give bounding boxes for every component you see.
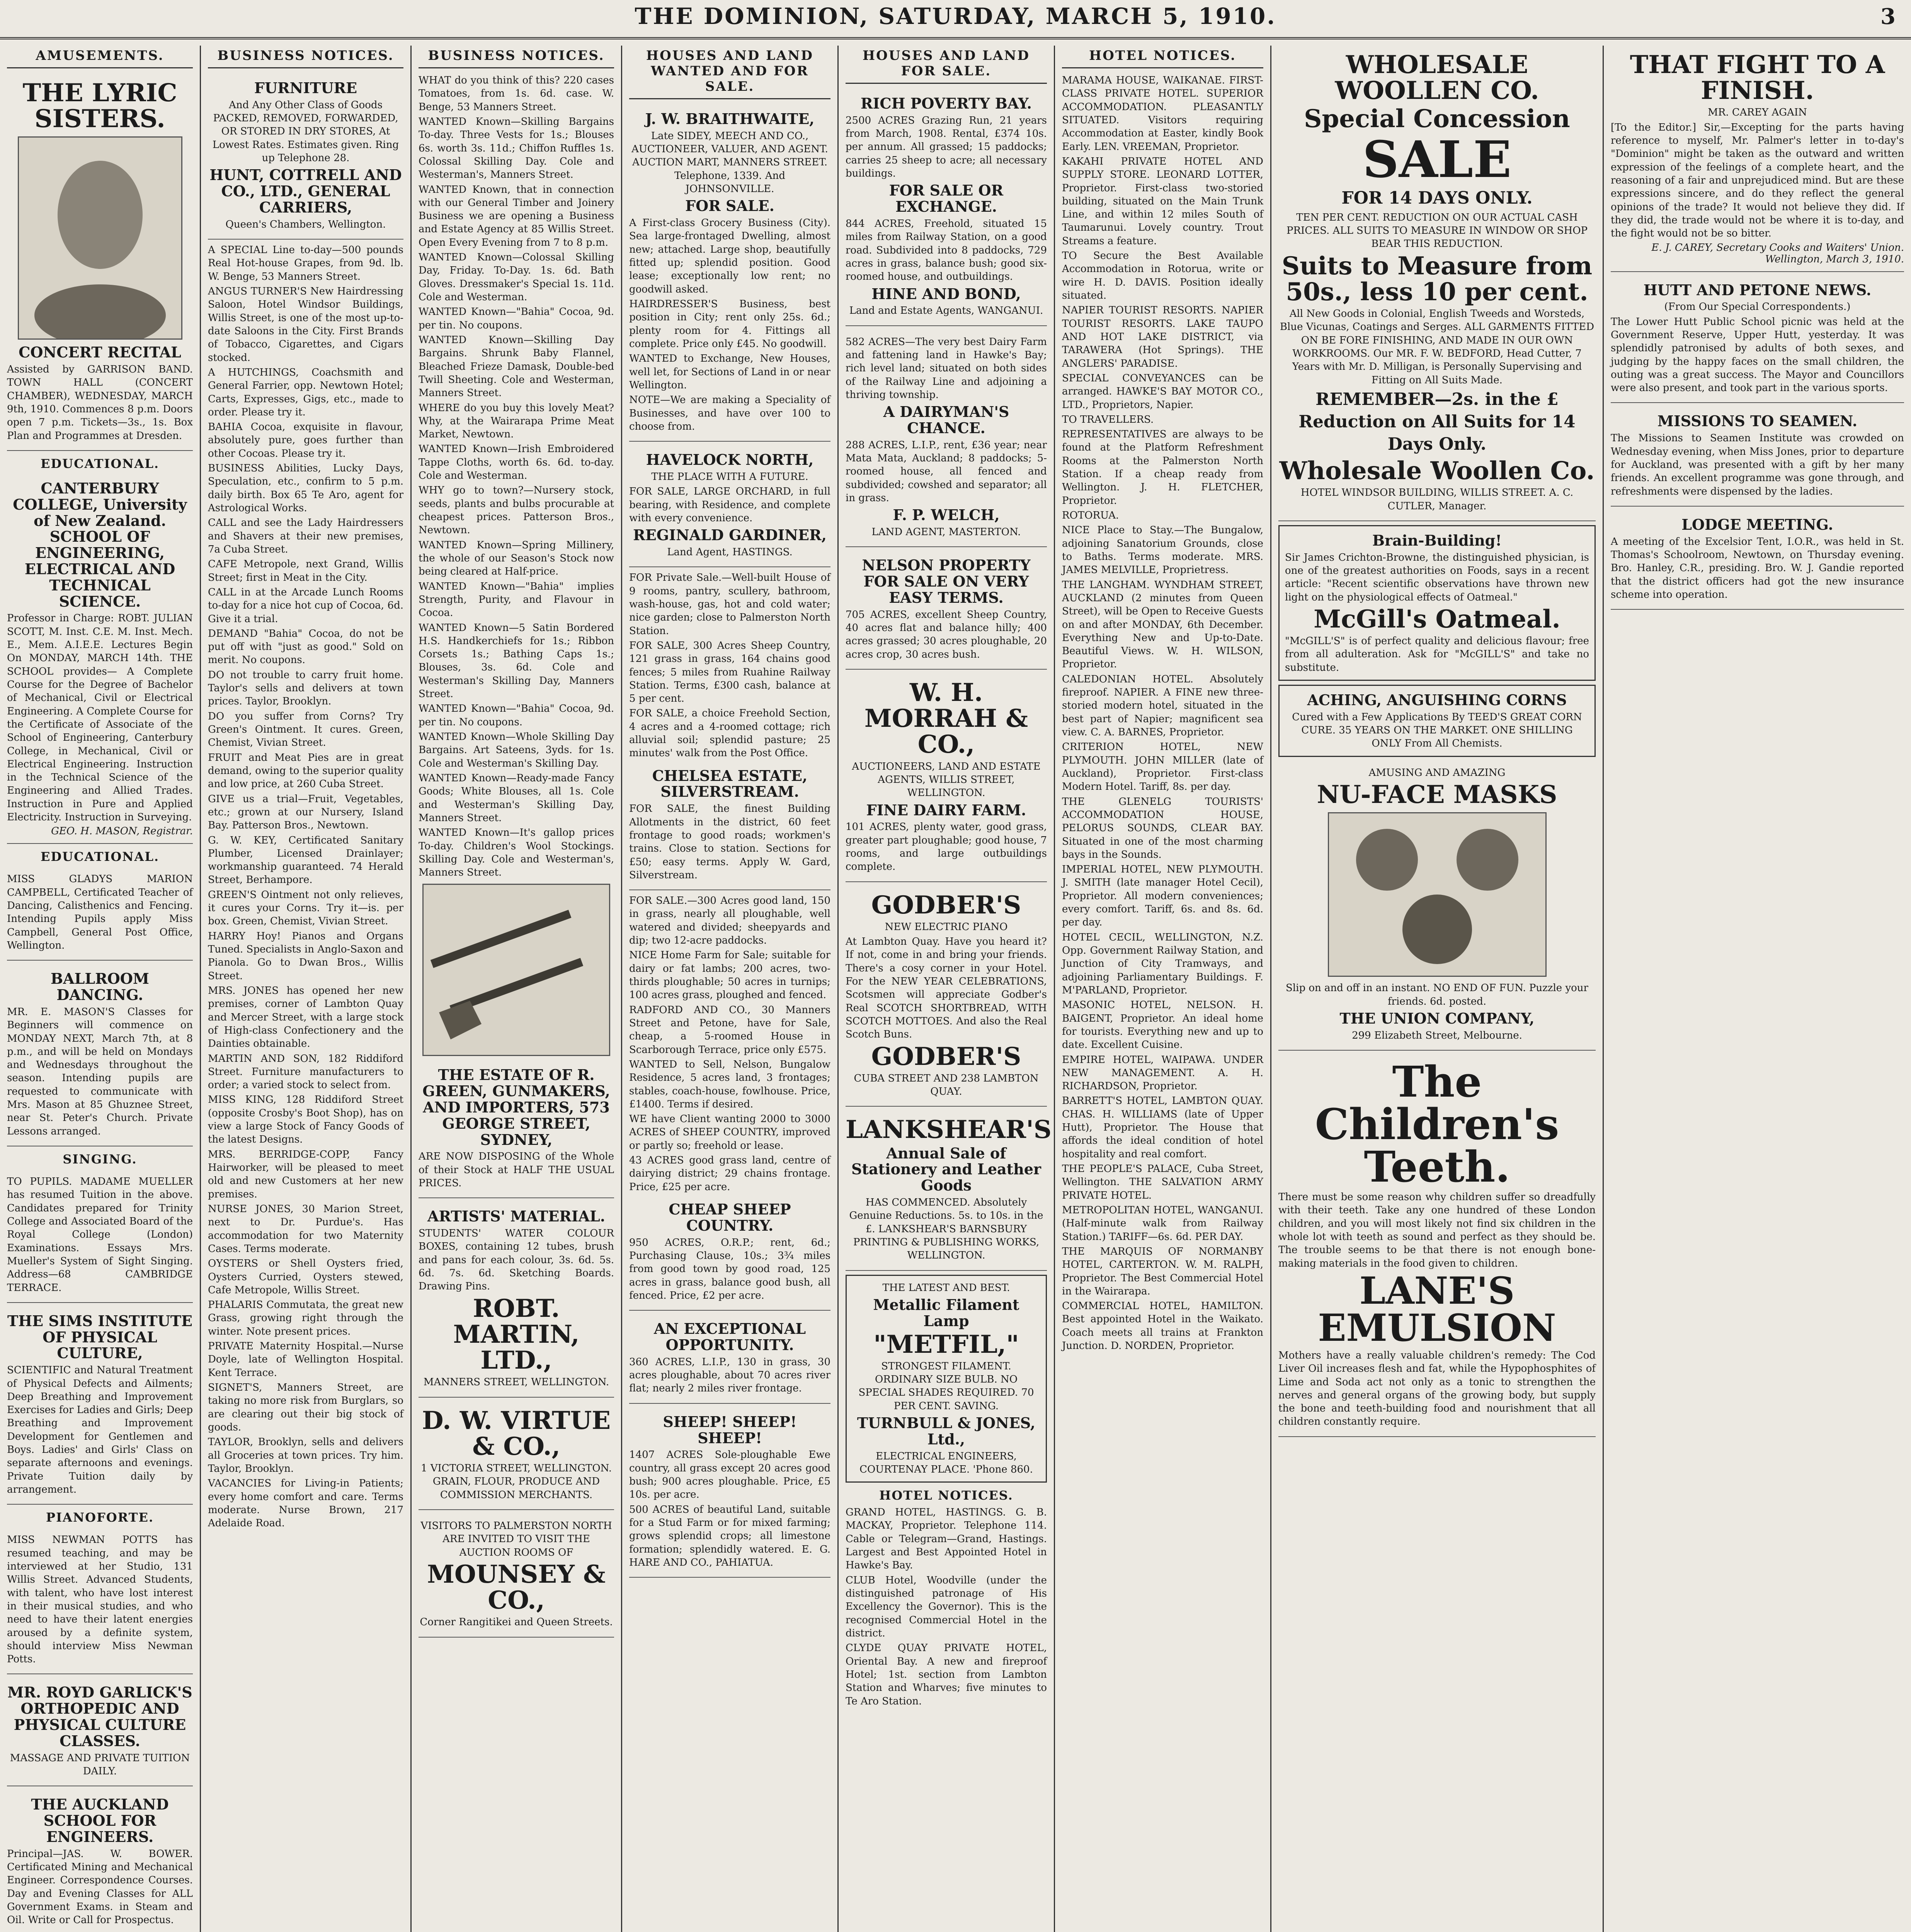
notice: WANTED Known—Ready-made Fancy Goods; White Blouses, all 1s. Cole and Westerman's Skilling Day, Manners Street. bbox=[419, 772, 614, 824]
sheep-title: SHEEP! SHEEP! SHEEP! bbox=[663, 1413, 797, 1447]
chance-title: A DAIRYMAN'S CHANCE. bbox=[883, 403, 1009, 437]
lamp-sub: Metallic Filament Lamp bbox=[873, 1296, 1019, 1330]
turnbull-title: TURNBULL & JONES, Ltd., bbox=[857, 1414, 1036, 1448]
ballroom-ad bbox=[7, 964, 193, 1146]
hotel-notice: MARAMA HOUSE, WAIKANAE. FIRST-CLASS PRIVATE HOTEL. SUPERIOR ACCOMMODATION. PLEASANTLY SITUATED. Visitors requiring Accommodation at Easter, kindly Book Early. LEN. VREEMAN, Proprietor. bbox=[1062, 75, 1263, 153]
hine-title: HINE AND BOND, bbox=[871, 285, 1021, 303]
notice: DEMAND "Bahia" Cocoa, do not be put off with "just as good." Sold on merit. No coupons. bbox=[208, 628, 403, 666]
canterbury-college-ad bbox=[7, 474, 193, 844]
garlick-title: MR. ROYD GARLICK'S ORTHOPEDIC AND PHYSICAL CULTURE CLASSES. bbox=[7, 1684, 192, 1750]
missions-article bbox=[1611, 407, 1904, 506]
hunt-title: HUNT, COTTRELL AND CO., LTD., GENERAL CARRIERS, bbox=[209, 166, 402, 216]
campbell-ad bbox=[7, 867, 193, 961]
hotel-notice: THE LANGHAM. WYNDHAM STREET, AUCKLAND (2 minutes from Queen Street), will be Open to Receive Guests on and after MONDAY, 6th December. Everything New and Up-to-Date. Beautiful Views. W. H. WILSON, Proprietor. bbox=[1062, 579, 1263, 670]
hotel-notice: HOTEL CECIL, WELLINGTON, N.Z. Opp. Government Railway Station, and Junction of City Tramways, and adjoining Parliamentary Buildings. F. M'PARLAND, Proprietor. bbox=[1062, 931, 1263, 996]
lamp-title: THE LATEST AND BEST. bbox=[882, 1282, 1010, 1294]
masks-text: Slip on and off in an instant. NO END OF FUN. Puzzle your friends. 6d. posted. bbox=[1286, 982, 1588, 1007]
notice: WANTED Known—Skilling Day Bargains. Shrunk Baby Flannel, Bleached Frieze Damask, Double-bed Twill Sheeting. Cole and Westerman, Manners Street. bbox=[419, 334, 614, 399]
physical-text: SCIENTIFIC and Natural Treatment of Physical Defects and Ailments; Deep Breathing and Improvement Exercises for Ladies and Girls; Deep Breathing and Improvement Development for Gentlemen and Boys. Ladies' and Girls' Class on separate afternoons and evenings. Private Tuition daily by arrangement. bbox=[7, 1364, 193, 1496]
masks-title: NU-FACE MASKS bbox=[1317, 780, 1557, 810]
business-notices-list bbox=[208, 243, 403, 1530]
union-text: 299 Elizabeth Street, Melbourne. bbox=[1352, 1029, 1522, 1041]
notice: DO not trouble to carry fruit home. Taylor's sells and delivers at town prices. Taylor, Brooklyn. bbox=[208, 669, 403, 707]
hotel-notice: CALEDONIAN HOTEL. Absolutely fireproof. NAPIER. A FINE new three-storied modern hotel, situated in the best part of Napier; magnificent sea view. C. A. BARNES, Proprietor. bbox=[1062, 673, 1263, 738]
wholesale-title: Wholesale Woollen Co. bbox=[1279, 456, 1595, 486]
sale-listings bbox=[629, 571, 830, 760]
notice: WANTED Known—Colossal Skilling Day, Friday. To-Day. 1s. 6d. Bath Gloves. Dressmaker's Special 1s. 11d. Cole and Westerman. bbox=[419, 252, 614, 303]
notice: WANTED Known—It's gallop prices To-day. Children's Wool Stockings. Skilling Day. Cole and Westerman's, Manners Street. bbox=[419, 827, 614, 879]
notice: GIVE us a trial—Fruit, Vegetables, etc.; grown at our Nursery, Island Bay. Patterson Bros., Newtown. bbox=[208, 793, 403, 832]
hutt-text: The Lower Hutt Public School picnic was held at the Government Reserve, Upper Hutt, yesterday. It was splendidly patronised by adults of both sexes, and judging by the happy faces on the small children, the outing was a great success. The Mayor and Councillors were also present, and took part in the various sports. bbox=[1611, 316, 1904, 394]
crossley-text: 500 ACRES of beautiful Land, suitable for a Stud Farm or for mixed farming; grows splendid crops; all limestone formation; splendidly watered. E. G. HARE AND CO., PAHIATUA. bbox=[629, 1503, 830, 1568]
auckland-text: Principal—JAS. W. BOWER. Certificated Mining and Mechanical Engineer. Correspondence Courses. Day and Evening Classes for ALL Government Exams. in Steam and Oil. Write or Call for Prospectus. bbox=[7, 1848, 193, 1926]
havelock-title: HAVELOCK NORTH, bbox=[646, 451, 814, 469]
virtue-ad bbox=[419, 1401, 614, 1510]
business-notices-list bbox=[419, 74, 614, 879]
rifle-icon bbox=[424, 885, 609, 1055]
union-title: THE UNION COMPANY, bbox=[1339, 1009, 1535, 1027]
listing: A First-class Grocery Business (City). Sea large-frontaged Dwelling, almost new; attached. Large shop, beautifully fitted up; splendid position. Good lease; exceptionally low rent; no goodwill asked. bbox=[629, 217, 830, 295]
artists-title: ARTISTS' MATERIAL. bbox=[427, 1208, 605, 1225]
hotel-notice: METROPOLITAN HOTEL, WANGANUI. (Half-minute walk from Railway Station.) TARIFF—6s. 6d. PER DAY. bbox=[1062, 1204, 1263, 1243]
physical-culture-ad bbox=[7, 1307, 193, 1505]
masthead-title: THE DOMINION, SATURDAY, MARCH 5, 1910. bbox=[635, 3, 1276, 29]
chelsea-text: FOR SALE, the finest Building Allotments in the district, 60 feet frontage to good roads; workmen's trains. Close to station. Sections for £50; easy terms. Apply W. Gard, Silverstream. bbox=[629, 803, 830, 881]
notice: DO you suffer from Corns? Try Green's Ointment. It cures. Green, Chemist, Vivian Street. bbox=[208, 710, 403, 749]
notice: WHERE do you buy this lovely Meat? Why, at the Wairarapa Prime Meat Market, Newtown. bbox=[419, 402, 614, 440]
havelock-text: FOR SALE, LARGE ORCHARD, in full bearing, with Residence, and complete with every convenience. bbox=[629, 486, 830, 524]
notice: TAYLOR, Brooklyn, sells and delivers all Groceries at town prices. Try him. Taylor, Brooklyn. bbox=[208, 1436, 403, 1475]
poverty-text: 2500 ACRES Grazing Run, 21 years from March, 1908. Rental, £374 10s. per annum. All grassed; 15 paddocks; carries 25 sheep to acre; all necessary buildings. bbox=[846, 114, 1047, 180]
hotel-notice: NICE Place to Stay.—The Bungalow, adjoining Sanatorium Grounds, close to Baths. Terms moderate. MRS. JAMES MELVILLE, Proprietress. bbox=[1062, 524, 1263, 576]
auction-title: THE ESTATE OF R. GREEN, GUNMAKERS, AND IMPORTERS, 573 GEORGE STREET, SYDNEY, bbox=[422, 1066, 610, 1148]
educational-header-2: EDUCATIONAL. bbox=[41, 849, 159, 864]
furniture-title: FURNITURE bbox=[254, 79, 357, 97]
hotel-notices-list bbox=[846, 1506, 1047, 1708]
notice: NURSE JONES, 30 Marion Street, next to Dr. Purdue's. Has accommodation for two Maternity Cases. Terms moderate. bbox=[208, 1203, 403, 1255]
notice: FRUIT and Meat Pies are in great demand, owing to the superior quality and low price, at 260 Cuba Street. bbox=[208, 752, 403, 790]
sale-text: TEN PER CENT. REDUCTION ON OUR ACTUAL CASH PRICES. ALL SUITS TO MEASURE IN WINDOW OR SHOP BEAR THIS REDUCTION. bbox=[1286, 211, 1588, 250]
notice: MRS. BERRIDGE-COPP, Fancy Hairworker, will be pleased to meet old and new Customers at her new premises. bbox=[208, 1148, 403, 1200]
hotel-notice: SPECIAL CONVEYANCES can be arranged. HAWKE'S BAY MOTOR CO., LTD., Proprietors, Napier. bbox=[1062, 372, 1263, 411]
corns-title: ACHING, ANGUISHING CORNS bbox=[1307, 691, 1567, 709]
gardiner-title: REGINALD GARDINER, bbox=[633, 526, 827, 544]
hine-text: Land and Estate Agents, WANGANUI. bbox=[849, 305, 1043, 317]
poverty-bay-ad bbox=[846, 89, 1047, 326]
fight-text: [To the Editor.] Sir,—Excepting for the parts having reference to myself, Mr. Palmer's letter in to-day's "Dominion" might be taken as the outward and written expression of the feelings of a complete heart, and the reasoning of a fair and unprejudiced mind. But are these expressions sincere, and do they reflect the general opinions of the trade? It would not believe they did. If they did, the trade would not be where it is to-day, and the fight would not be so bitter. bbox=[1611, 121, 1904, 240]
college-signature: GEO. H. MASON, Registrar. bbox=[51, 825, 193, 837]
hotel-notice: BARRETT'S HOTEL, LAMBTON QUAY. CHAS. H. WILLIAMS (late of Upper Hutt), Proprietor. The House that affords the ideal condition of hotel hospitality and real comfort. bbox=[1062, 1095, 1263, 1160]
lodge-text: A meeting of the Excelsior Tent, I.O.R., was held in St. Thomas's Schoolroom, Newtown, on Thursday evening. Bro. Hanley, C.R., presiding. Bro. W. J. Gandie reported that the district officers had got the new insurance scheme into operation. bbox=[1611, 536, 1904, 600]
hotel-notice: IMPERIAL HOTEL, NEW PLYMOUTH. J. SMITH (late manager Hotel Cecil), Proprietor. All modern conveniences; every comfort. Tariff, 6s. and 8s. 6d. per day. bbox=[1062, 864, 1263, 929]
nelson-title: NELSON PROPERTY FOR SALE ON VERY EASY TERMS. bbox=[862, 556, 1031, 607]
hutt-sub: (From Our Special Correspondents.) bbox=[1664, 301, 1851, 313]
chelsea-title: CHELSEA ESTATE, SILVERSTREAM. bbox=[652, 767, 808, 801]
lankshear-text: HAS COMMENCED. Absolutely Genuine Reductions. 5s. to 10s. in the £. LANKSHEAR'S BARNSBURY PRINTING & PUBLISHING WORKS, WELLINGTON. bbox=[849, 1197, 1043, 1262]
turnbull-text: ELECTRICAL ENGINEERS, COURTENAY PLACE. 'Phone 860. bbox=[859, 1450, 1033, 1475]
notice: VACANCIES for Living-in Patients; every home comfort and care. Terms moderate. Nurse Brown, 217 Adelaide Road. bbox=[208, 1478, 403, 1529]
brain-text: Sir James Crichton-Browne, the distinguished physician, is one of the greatest authorities on Foods, says in a recent article: "Recent scientific observations have thrown new light on the physiological effects of Oatmeal." bbox=[1285, 551, 1589, 603]
hotel-notice: CLUB Hotel, Woodville (under the distinguished patronage of His Excellency the Governor). This is the recognised Commercial Hotel in the district. bbox=[846, 1574, 1047, 1639]
braithwaite-ad bbox=[629, 105, 830, 442]
lodge-article bbox=[1611, 510, 1904, 610]
notice: MRS. JONES has opened her new premises, corner of Lambton Quay and Mercer Street, with a large stock of High-class Confectionery and the Dainties obtainable. bbox=[208, 985, 403, 1050]
notice: WHY go to town?—Nursery stock, seeds, plants and bulbs procurable at cheapest prices. Patterson Bros., Newtown. bbox=[419, 485, 614, 536]
corns-text: Cured with a Few Applications By TEED'S GREAT CORN CURE. 35 YEARS ON THE MARKET. ONE SHILLING ONLY From All Chemists. bbox=[1292, 711, 1582, 750]
notice: WHAT do you think of this? 220 cases Tomatoes, from 1s. 6d. case. W. Benge, 53 Manners Street. bbox=[419, 75, 614, 113]
singing-ad bbox=[7, 1170, 193, 1303]
college-text: Professor in Charge: ROBT. JULIAN SCOTT, M. Inst. C.E. M. Inst. Mech. E., Mem. A.I.E.E. Lectures Begin On MONDAY, MARCH 14th. THE SCHOOL provides— A Complete Course for the Degree of Bachelor of Mechanical, Civil or Electrical Engineering. A Complete Course for the Certificate of Associate of the School of Engineering, Canterbury College, in Mechanical, Civil or Electrical Engineering. Instruction in the Technical Science of the Engineering and Allied Trades. Instruction in Pure and Applied Electricity. Instruction in Surveying. bbox=[7, 612, 193, 823]
children-text: There must be some reason why children suffer so dreadfully with their teeth. Take any one hundred of these London children, and you will most likely not find six children in the whole lot with teeth as sound and perfect as they should be. The trouble seems to be that there is not enough bone-making materials in the food given to children. bbox=[1278, 1191, 1596, 1269]
listing: FOR SALE, 300 Acres Sheep Country, 121 grass in grass, 164 chains good fences; 5 miles from Ruahine Railway Station. Terms, £300 cash, balance at 5 per cent. bbox=[629, 639, 830, 705]
column-header: AMUSEMENTS. bbox=[7, 46, 193, 68]
lanes-text: Mothers have a really valuable children's remedy: The Cod Liver Oil increases flesh and fat, while the Hypophosphites of Lime and Soda act not only as a tonic to strengthen the nerves and general organs of the growing body, but supply the bone and teeth-building food and nourishment that all children constantly require. bbox=[1278, 1349, 1596, 1428]
educational-header: EDUCATIONAL. bbox=[41, 456, 159, 471]
pianoforte-header: PIANOFORTE. bbox=[46, 1510, 154, 1525]
hutt-title: HUTT AND PETONE NEWS. bbox=[1643, 281, 1872, 299]
notice: WANTED Known—Skilling Bargains To-day. Three Vests for 1s.; Blouses 6s. worth 3s. 11d.; Chiffon Ruffles 1s. Colossal Skilling Day. Cole and Westerman's, Manners Street. bbox=[419, 116, 614, 181]
welch-text: LAND AGENT, MASTERTON. bbox=[871, 526, 1021, 538]
notice: WANTED Known—Spring Millinery, the whole of our Season's Stock now being cleared at Half-price. bbox=[419, 539, 614, 578]
rifle-illustration bbox=[422, 884, 610, 1056]
opportunity-text: 360 ACRES, L.I.P., 130 in grass, 30 acres ploughable, about 70 acres river flat; nearly 2 miles river frontage. bbox=[629, 1356, 830, 1395]
garlick-ad bbox=[7, 1678, 193, 1786]
column-hotels bbox=[1055, 46, 1271, 1932]
fight-signature: E. J. CAREY, Secretary Cooks and Waiters' Union. Wellington, March 3, 1910. bbox=[1651, 242, 1904, 265]
notice: WANTED Known—"Bahia" implies Strength, Purity, and Flavour in Cocoa. bbox=[419, 580, 614, 619]
artists-text: STUDENTS' WATER COLOUR BOXES, containing 12 tubes, brush and pans for each colour, 3s. 6d. 5s. 6d. 7s. 6d. Sketching Boards. Drawing Pins. bbox=[419, 1228, 614, 1293]
godber-ad bbox=[846, 886, 1047, 1107]
opportunity-title: AN EXCEPTIONAL OPPORTUNITY. bbox=[653, 1320, 806, 1354]
suits-text: All New Goods in Colonial, English Tweeds and Worsteds, Blue Vicunas, Coatings and Serges. ALL GARMENTS FITTED ON BE FORE FINISHING, AND MADE IN OUR OWN WORKROOMS. Our MR. F. W. BEDFORD, Head Cutter, 7 Years with Mr. D. Milligan, is Personally Supervising and Fitting on All Suits Made. bbox=[1280, 308, 1594, 386]
godber2-title: GODBER'S bbox=[871, 1042, 1021, 1071]
lamp-text: STRONGEST FILAMENT. ORDINARY SIZE BULB. NO SPECIAL SHADES REQUIRED. 70 PER CENT. SAVING. bbox=[858, 1360, 1034, 1412]
sheep-ad bbox=[629, 1408, 830, 1578]
portrait-icon bbox=[19, 138, 181, 338]
extra-listings bbox=[629, 894, 830, 1194]
green-estate-ad bbox=[419, 1061, 614, 1198]
lankshear-sub: Annual Sale of Stationery and Leather Goods bbox=[851, 1144, 1041, 1194]
column-header: HOTEL NOTICES. bbox=[1062, 46, 1263, 68]
hotel-notice: KAKAHI PRIVATE HOTEL AND SUPPLY STORE. LEONARD LOTTER, Proprietor. First-class two-storied building, situated on the Main Trunk Line, and within 12 miles South of Taumarunui. Lovely country. Trout Streams a feature. bbox=[1062, 155, 1263, 247]
furniture-text: And Any Other Class of Goods PACKED, REMOVED, FORWARDED, OR STORED IN DRY STORES, At Lowest Rates. Estimates given. Ring up Telephone 28. bbox=[212, 99, 399, 164]
virtue-title: D. W. VIRTUE & CO., bbox=[422, 1406, 611, 1461]
column-business-2 bbox=[412, 46, 622, 1932]
poverty-title: RICH POVERTY BAY. bbox=[861, 95, 1032, 112]
cheap-text: 950 ACRES, O.R.P.; rent, 6d.; Purchasing Clause, 10s.; 3¾ miles from good town by good road, 125 acres in grass, balance good bush, all fenced. Price, £2 per acre. bbox=[629, 1236, 830, 1301]
braithwaite-title: J. W. BRAITHWAITE, bbox=[645, 110, 815, 128]
hotel-notice: CLYDE QUAY PRIVATE HOTEL, Oriental Bay. A new and fireproof Hotel; 1st. section from Lambton Station and Wharves; five minutes to Te Aro Station. bbox=[846, 1642, 1047, 1707]
remember-text: REMEMBER—2s. in the £ Reduction on All Suits for 14 Days Only. bbox=[1298, 389, 1576, 454]
farm-text: 101 ACRES, plenty water, good grass, greater part ploughable; good house, 7 rooms, and large outbuildings complete. bbox=[846, 821, 1047, 873]
mounsey-text: VISITORS TO PALMERSTON NORTH ARE INVITED TO VISIT THE AUCTION ROOMS OF bbox=[420, 1520, 612, 1558]
notice: WANTED Known—5 Satin Bordered H.S. Handkerchiefs for 1s.; Ribbon Corsets 1s.; Bathing Caps 1s.; Blouses, 3s. 6d. Cole and Westerman's Skilling Day, Manners Street. bbox=[419, 622, 614, 700]
morrah-title: W. H. MORRAH & CO., bbox=[864, 678, 1028, 759]
listing: NICE Home Farm for Sale; suitable for dairy or fat lambs; 200 acres, two-thirds ploughable; 50 acres in turnips; 100 acres grass, ploughed and fenced. bbox=[629, 949, 830, 1001]
farm-title: FINE DAIRY FARM. bbox=[866, 801, 1026, 819]
mcgill-ad bbox=[1278, 525, 1596, 681]
cheap-sheep-ad bbox=[629, 1195, 830, 1311]
sheep-text: 1407 ACRES Sole-ploughable Ewe country, all grass except 20 acres good bush; 900 acres ploughable. Price, £5 10s. per acre. bbox=[629, 1449, 830, 1501]
notice: A HUTCHINGS, Coachsmith and General Farrier, opp. Newtown Hotel; Carts, Expresses, Gigs, etc., made to order. Please try it. bbox=[208, 366, 403, 418]
gardiner-text: Land Agent, HASTINGS. bbox=[667, 546, 793, 558]
listing: NOTE—We are making a Speciality of Businesses, and have over 100 to choose from. bbox=[629, 394, 830, 432]
notice: BAHIA Cocoa, exquisite in flavour, absolutely pure, goes further than other Cocoas. Please try it. bbox=[208, 421, 403, 459]
hotel-notices-list bbox=[1062, 74, 1263, 1352]
notice: A SPECIAL Line to-day—500 pounds Real Hot-house Grapes, from 9d. lb. W. Benge, 53 Manners Street. bbox=[208, 244, 403, 282]
nu-face-masks-ad bbox=[1278, 761, 1596, 1051]
listing: FOR SALE.—300 Acres good land, 150 in grass, nearly all ploughable, well watered and divided; sheepyards and dip; two 12-acre paddocks. bbox=[629, 895, 830, 947]
for-sale-title: FOR SALE. bbox=[685, 197, 774, 215]
hotel-notice: TO TRAVELLERS. bbox=[1062, 413, 1154, 425]
singing-header: SINGING. bbox=[63, 1152, 137, 1167]
godber2-text: CUBA STREET AND 238 LAMBTON QUAY. bbox=[854, 1072, 1039, 1098]
notice: WANTED Known—Whole Skilling Day Bargains. Art Sateens, 3yds. for 1s. Cole and Westerman's Skilling Day. bbox=[419, 731, 614, 769]
notice: WANTED Known—Irish Embroidered Tappe Cloths, worth 6s. 6d. to-day. Cole and Westerman. bbox=[419, 443, 614, 482]
column-amusements bbox=[0, 46, 201, 1932]
column-houses-2 bbox=[839, 46, 1055, 1932]
concert-title: CONCERT RECITAL bbox=[19, 344, 181, 361]
dairy-ad bbox=[846, 330, 1047, 548]
missions-text: The Missions to Seamen Institute was crowded on Wednesday evening, when Miss Jones, prior to departure for Auckland, was presented with a gift by her many friends. An excellent programme was gone through, and refreshments were dispensed by the ladies. bbox=[1611, 432, 1904, 497]
column-header: BUSINESS NOTICES. bbox=[208, 46, 403, 68]
listing: WANTED to Sell, Nelson, Bungalow Residence, 5 acres land, 3 frontages; stables, coach-house, fowlhouse. Price, £1400. Terms if desired. bbox=[629, 1058, 830, 1110]
masthead bbox=[0, 0, 1911, 39]
notice: MARTIN AND SON, 182 Riddiford Street. Furniture manufacturers to order; a varied stock to select from. bbox=[208, 1053, 403, 1091]
notice: WANTED Known, that in connection with our General Timber and Joinery Business we are opening a Business and Estate Agency at 85 Willis Street. Open Every Evening from 7 to 8 p.m. bbox=[419, 184, 614, 248]
morrah-ad bbox=[846, 673, 1047, 882]
column-houses-1 bbox=[622, 46, 839, 1932]
lankshear-title: LANKSHEAR'S bbox=[846, 1115, 1052, 1145]
robt-martin-text: MANNERS STREET, WELLINGTON. bbox=[423, 1376, 609, 1388]
column-display-ads bbox=[1271, 46, 1604, 1932]
lamp-name: "METFIL," bbox=[873, 1330, 1019, 1359]
column-header: HOUSES AND LAND WANTED AND FOR SALE. bbox=[629, 46, 830, 99]
notice: G. W. KEY, Certificated Sanitary Plumber, Licensed Drainlayer; workmanship guaranteed. 74 Herald Street, Berhampore. bbox=[208, 834, 403, 886]
lyric-sisters-illustration bbox=[18, 136, 182, 340]
column-news bbox=[1604, 46, 1911, 1932]
morrah-text: AUCTIONEERS, LAND AND ESTATE AGENTS, WILLIS STREET, WELLINGTON. bbox=[852, 760, 1041, 799]
hotel-notice: ROTORUA. bbox=[1062, 510, 1119, 521]
nelson-text: 705 ACRES, excellent Sheep Country, 40 acres flat and balance hilly; 400 acres grassed; 30 acres ploughable, 20 acres crop, 30 acres bush. bbox=[846, 609, 1047, 660]
singing-text: TO PUPILS. MADAME MUELLER has resumed Tuition in the above. Candidates prepared for Trinity College and Associated Board of the Royal College (London) Examinations. Essays Mrs. Mueller's System of Sight Singing. Address—68 CAMBRIDGE TERRACE. bbox=[7, 1176, 193, 1294]
college-title: CANTERBURY COLLEGE, University of New Zealand. SCHOOL OF ENGINEERING, ELECTRICAL AND TECHNICAL SCIENCE. bbox=[13, 480, 187, 610]
nelson-ad bbox=[846, 551, 1047, 670]
potts-text: MISS NEWMAN POTTS has resumed teaching, and may be interviewed at her Studio, 131 Willis Street. Advanced Students, with talent, who have lost interest in their musical studies, and who need to have their latent energies aroused by a definite system, should interview Miss Newman Potts. bbox=[7, 1534, 193, 1665]
auckland-title: THE AUCKLAND SCHOOL FOR ENGINEERS. bbox=[31, 1796, 169, 1845]
virtue-text: 1 VICTORIA STREET, WELLINGTON. GRAIN, FLOUR, PRODUCE AND COMMISSION MERCHANTS. bbox=[420, 1462, 612, 1501]
lanes-emulsion-ad bbox=[1278, 1054, 1596, 1437]
lyric-sisters-ad bbox=[7, 74, 193, 451]
listing: WE have Client wanting 2000 to 3000 ACRES of SHEEP COUNTRY, improved or partly so; freehold or lease. bbox=[629, 1113, 830, 1151]
lodge-title: LODGE MEETING. bbox=[1681, 515, 1833, 533]
notice: CALL in at the Arcade Lunch Rooms to-day for a nice hot cup of Cocoa, 6d. Give it a trial. bbox=[208, 586, 403, 625]
ballroom-title: BALLROOM DANCING. bbox=[51, 970, 149, 1004]
listing: WANTED to Exchange, New Houses, well let, for Sections of Land in or near Wellington. bbox=[629, 353, 830, 391]
mounsey-title: MOUNSEY & CO., bbox=[427, 1560, 606, 1615]
notice: CALL and see the Lady Hairdressers and Shavers at their new premises, 7a Cuba Street. bbox=[208, 517, 403, 555]
auckland-school-ad bbox=[7, 1790, 193, 1932]
missions-title: MISSIONS TO SEAMEN. bbox=[1657, 412, 1858, 430]
lyric-title: THE LYRIC SISTERS. bbox=[22, 78, 177, 134]
cheap-title: CHEAP SHEEP COUNTRY. bbox=[669, 1201, 791, 1234]
notice: SIGNET'S, Manners Street, are taking no more risk from Burglars, so are clearing out their big stock of goods. bbox=[208, 1382, 403, 1433]
dairy-text: 582 ACRES—The very best Dairy Farm and fattening land in Hawke's Bay; rich level land; situated on both sides of the Railway Line and adjoining a thriving township. bbox=[846, 336, 1047, 401]
mounsey-ad bbox=[419, 1514, 614, 1638]
brain-title: Brain-Building! bbox=[1372, 531, 1502, 549]
woollen-co-ad bbox=[1278, 46, 1596, 521]
woollen-title: WHOLESALE WOOLLEN CO. bbox=[1335, 50, 1539, 105]
robt-martin-title: ROBT. MARTIN, LTD., bbox=[453, 1294, 580, 1375]
hotel-notice: THE PEOPLE'S PALACE, Cuba Street, Wellington. THE SALVATION ARMY PRIVATE HOTEL. bbox=[1062, 1163, 1263, 1201]
hotel-notice: THE GLENELG TOURISTS' ACCOMMODATION HOUSE, PELORUS SOUNDS, CLEAR BAY. Situated in one of the most charming bays in the Sounds. bbox=[1062, 796, 1263, 861]
listing: FOR SALE, a choice Freehold Section, 4 acres and a 4-roomed cottage; rich alluvial soil; splendid pasture; 25 minutes' walk from the Post Office. bbox=[629, 707, 830, 759]
listing: HAIRDRESSER'S Business, best position in City; rent only 25s. 6d.; plenty room for 4. Fittings all complete. Price only £45. No goodwill. bbox=[629, 298, 830, 350]
lankshear-ad bbox=[846, 1111, 1052, 1270]
hunt-text: Queen's Chambers, Wellington. bbox=[225, 218, 386, 230]
sale-sub: FOR 14 DAYS ONLY. bbox=[1341, 188, 1533, 208]
listing: FOR Private Sale.—Well-built House of 9 rooms, pantry, scullery, bathroom, wash-house, gas, hot and cold water; nice garden; close to Palmerston North Station. bbox=[629, 572, 830, 637]
godber-title: GODBER'S bbox=[871, 890, 1021, 920]
garlick-text: MASSAGE AND PRIVATE TUITION DAILY. bbox=[10, 1752, 190, 1777]
furniture-ad bbox=[208, 74, 403, 240]
hotel-notice: THE MARQUIS OF NORMANBY HOTEL, CARTERTON. W. M. RALPH, Proprietor. The Best Commercial Hotel in the Wairarapa. bbox=[1062, 1245, 1263, 1297]
godber-sub: NEW ELECTRIC PIANO bbox=[885, 921, 1008, 933]
hotel-notice: TO Secure the Best Available Accommodation in Rotorua, write or wire H. D. DAVIS. Position ideally situated. bbox=[1062, 250, 1263, 301]
notice: PRIVATE Maternity Hospital.—Nurse Doyle, late of Wellington Hospital. Kent Terrace. bbox=[208, 1340, 403, 1379]
suits-title: Suits to Measure from 50s., less 10 per cent. bbox=[1281, 251, 1593, 306]
notice: CAFE Metropole, next Grand, Willis Street; first in Meat in the City. bbox=[208, 558, 403, 583]
fight-article bbox=[1611, 46, 1904, 272]
concert-text: Assisted by GARRISON BAND. TOWN HALL (CONCERT CHAMBER), WEDNESDAY, MARCH 9th, 1910. Commences 8 p.m. Doors open 7 p.m. Tickets—3s., 1s. Box Plan and Programmes at Dresden. bbox=[7, 364, 193, 442]
hotel-notice: NAPIER TOURIST RESORTS. NAPIER TOURIST RESORTS. LAKE TAUPO AND HOT LAKE DISTRICT, via TARAWERA (Hot Springs). THE ANGLERS' PARADISE. bbox=[1062, 304, 1263, 369]
listing: 43 ACRES good grass land, centre of dairying district; 29 chains frontage. Price, £25 per acre. bbox=[629, 1155, 830, 1193]
mcgill-title: McGill's Oatmeal. bbox=[1314, 604, 1560, 634]
page-number: 3 bbox=[1880, 4, 1896, 29]
ballroom-text: MR. E. MASON'S Classes for Beginners will commence on MONDAY NEXT, March 7th, at 8 p.m., and will be held on Mondays and Wednesdays throughout the season. Intending pupils are requested to communicate with Mrs. Mason at 85 Ghuznee Street, near St. Peter's Church. Private Lessons arranged. bbox=[7, 1006, 193, 1137]
metfil-ad bbox=[846, 1275, 1047, 1483]
masks-sub: AMUSING AND AMAZING bbox=[1368, 767, 1506, 779]
hotel-notice: COMMERCIAL HOTEL, HAMILTON. Best appointed Hotel in the Waikato. Coach meets all trains at Frankton Junction. D. NORDEN, Proprietor. bbox=[1062, 1300, 1263, 1352]
masks-illustration bbox=[1328, 812, 1547, 977]
braithwaite-text: Late SIDEY, MEECH AND CO., AUCTIONEER, VALUER, AND AGENT. AUCTION MART, MANNERS STREET. Telephone, 1339. And JOHNSONVILLE. bbox=[631, 130, 828, 195]
godber-text: At Lambton Quay. Have you heard it? If not, come in and bring your friends. There's a cosy corner in your Hotel. For the NEW YEAR CELEBRATIONS, Scotsmen will appreciate Godber's Real SCOTCH SHORTBREAD, WITH SCOTCH MOTTOES. And also the Real Scotch Buns. bbox=[846, 936, 1047, 1041]
mcgill-text: "McGILL'S" is of perfect quality and delicious flavour; free from all adulteration. Ask for "McGILL'S" and take no substitute. bbox=[1285, 635, 1589, 673]
campbell-text: MISS GLADYS MARION CAMPBELL, Certificated Teacher of Dancing, Calisthenics and Fencing. Intending Pupils apply Miss Campbell, General Post Office, Wellington. bbox=[7, 873, 193, 951]
hotel-notice: MASONIC HOTEL, NELSON. H. BAIGENT, Proprietor. An ideal home for tourists. Everything new and up to date. Excellent Cuisine. bbox=[1062, 999, 1263, 1051]
sale-title: SALE bbox=[1362, 129, 1512, 189]
potts-ad bbox=[7, 1528, 193, 1674]
havelock-ad bbox=[629, 446, 830, 567]
hotel-notice: REPRESENTATIVES are always to be found at the Platform Refreshment Rooms at the Palmerston North Station. If a cheap ready from Wellington. J. H. FLETCHER, Proprietor. bbox=[1062, 429, 1263, 507]
notice: OYSTERS or Shell Oysters fried, Oysters Curried, Oysters stewed, Cafe Metropole, Willis Street. bbox=[208, 1258, 403, 1296]
wholesale-text: HOTEL WINDSOR BUILDING, WILLIS STREET. A. C. CUTLER, Manager. bbox=[1300, 487, 1574, 512]
exchange-title: FOR SALE OR EXCHANGE. bbox=[889, 182, 1004, 216]
notice: BUSINESS Abilities, Lucky Days, Speculation, etc., confirm to 5 p.m. daily birth. Box 65 Te Aro, agent for Astrological Works. bbox=[208, 463, 403, 514]
opportunity-ad bbox=[629, 1315, 830, 1404]
hotel-notice: EMPIRE HOTEL, WAIPAWA. UNDER NEW MANAGEMENT. A. H. RICHARDSON, Proprietor. bbox=[1062, 1054, 1263, 1092]
corns-ad bbox=[1278, 685, 1596, 757]
column-header: HOUSES AND LAND FOR SALE. bbox=[846, 46, 1047, 84]
hotel-notice: GRAND HOTEL, HASTINGS. G. B. MACKAY, Proprietor. Telephone 114. Cable or Telegram—Grand, Hastings. Largest and Best Appointed Hotel in Hawke's Bay. bbox=[846, 1507, 1047, 1571]
havelock-sub: THE PLACE WITH A FUTURE. bbox=[651, 471, 808, 483]
fight-sub: MR. CAREY AGAIN bbox=[1708, 107, 1807, 119]
fight-title: THAT FIGHT TO A FINISH. bbox=[1630, 50, 1885, 105]
mounsey-sub: Corner Rangitikei and Queen Streets. bbox=[420, 1616, 613, 1628]
notice: PHALARIS Commutata, the great new Grass, growing right through the winter. Note present prices. bbox=[208, 1299, 403, 1337]
chelsea-ad bbox=[629, 762, 830, 890]
lanes-title: LANE'S EMULSION bbox=[1318, 1269, 1556, 1350]
physical-title: THE SIMS INSTITUTE OF PHYSICAL CULTURE, bbox=[7, 1312, 192, 1362]
artists-material-ad bbox=[419, 1202, 614, 1397]
notice: WANTED Known—"Bahia" Cocoa, 9d. per tin. No coupons. bbox=[419, 306, 614, 331]
chance-text: 288 ACRES, L.I.P., rent, £36 year; near Mata Mata, Auckland; 8 paddocks; 5-roomed house, all fenced and subdivided; cowshed and separator; all in grass. bbox=[846, 439, 1047, 504]
children-title: The Children's Teeth. bbox=[1315, 1057, 1559, 1192]
hotel-notice: CRITERION HOTEL, NEW PLYMOUTH. JOHN MILLER (late of Auckland), Proprietor. First-class Modern Hotel. Tariff, 8s. per day. bbox=[1062, 741, 1263, 793]
hotel-notices-header: HOTEL NOTICES. bbox=[879, 1488, 1013, 1503]
notice: MISS KING, 128 Riddiford Street (opposite Crosby's Boot Shop), has on view a large Stock of Fancy Goods of the latest Designs. bbox=[208, 1094, 403, 1146]
hutt-article bbox=[1611, 276, 1904, 403]
listing: RADFORD AND CO., 30 Manners Street and Petone, have for Sale, cheap, a 5-roomed House in Scarborough Terrace, price only £575. bbox=[629, 1004, 830, 1056]
notice: ANGUS TURNER'S New Hairdressing Saloon, Hotel Windsor Buildings, Willis Street, is one of the most up-to-date Saloons in the City. First Brands of Tobacco, Cigarettes, and Cigars stocked. bbox=[208, 286, 403, 364]
notice: HARRY Hoy! Pianos and Organs Tuned. Specialists in Anglo-Saxon and Pianola. Go to Dwan Bros., Willis Street. bbox=[208, 930, 403, 982]
notice: WANTED Known—"Bahia" Cocoa, 9d. per tin. No coupons. bbox=[419, 703, 614, 728]
welch-title: F. P. WELCH, bbox=[893, 506, 1000, 524]
column-header: BUSINESS NOTICES. bbox=[419, 46, 614, 68]
column-business-1 bbox=[201, 46, 412, 1932]
notice: GREEN'S Ointment not only relieves, it cures your Corns. Try it—is. per box. Green, Chemist, Vivian Street. bbox=[208, 889, 403, 927]
auction-text: ARE NOW DISPOSING of the Whole of their Stock at HALF THE USUAL PRICES. bbox=[419, 1151, 614, 1189]
mask-faces-icon bbox=[1329, 813, 1545, 976]
special-title: Special Concession bbox=[1304, 104, 1570, 134]
exchange-text: 844 ACRES, Freehold, situated 15 miles from Railway Station, on a good road. Subdivided into 8 paddocks, 729 acres in grass, balance bush; good six-roomed house, and outbuildings. bbox=[846, 218, 1047, 283]
